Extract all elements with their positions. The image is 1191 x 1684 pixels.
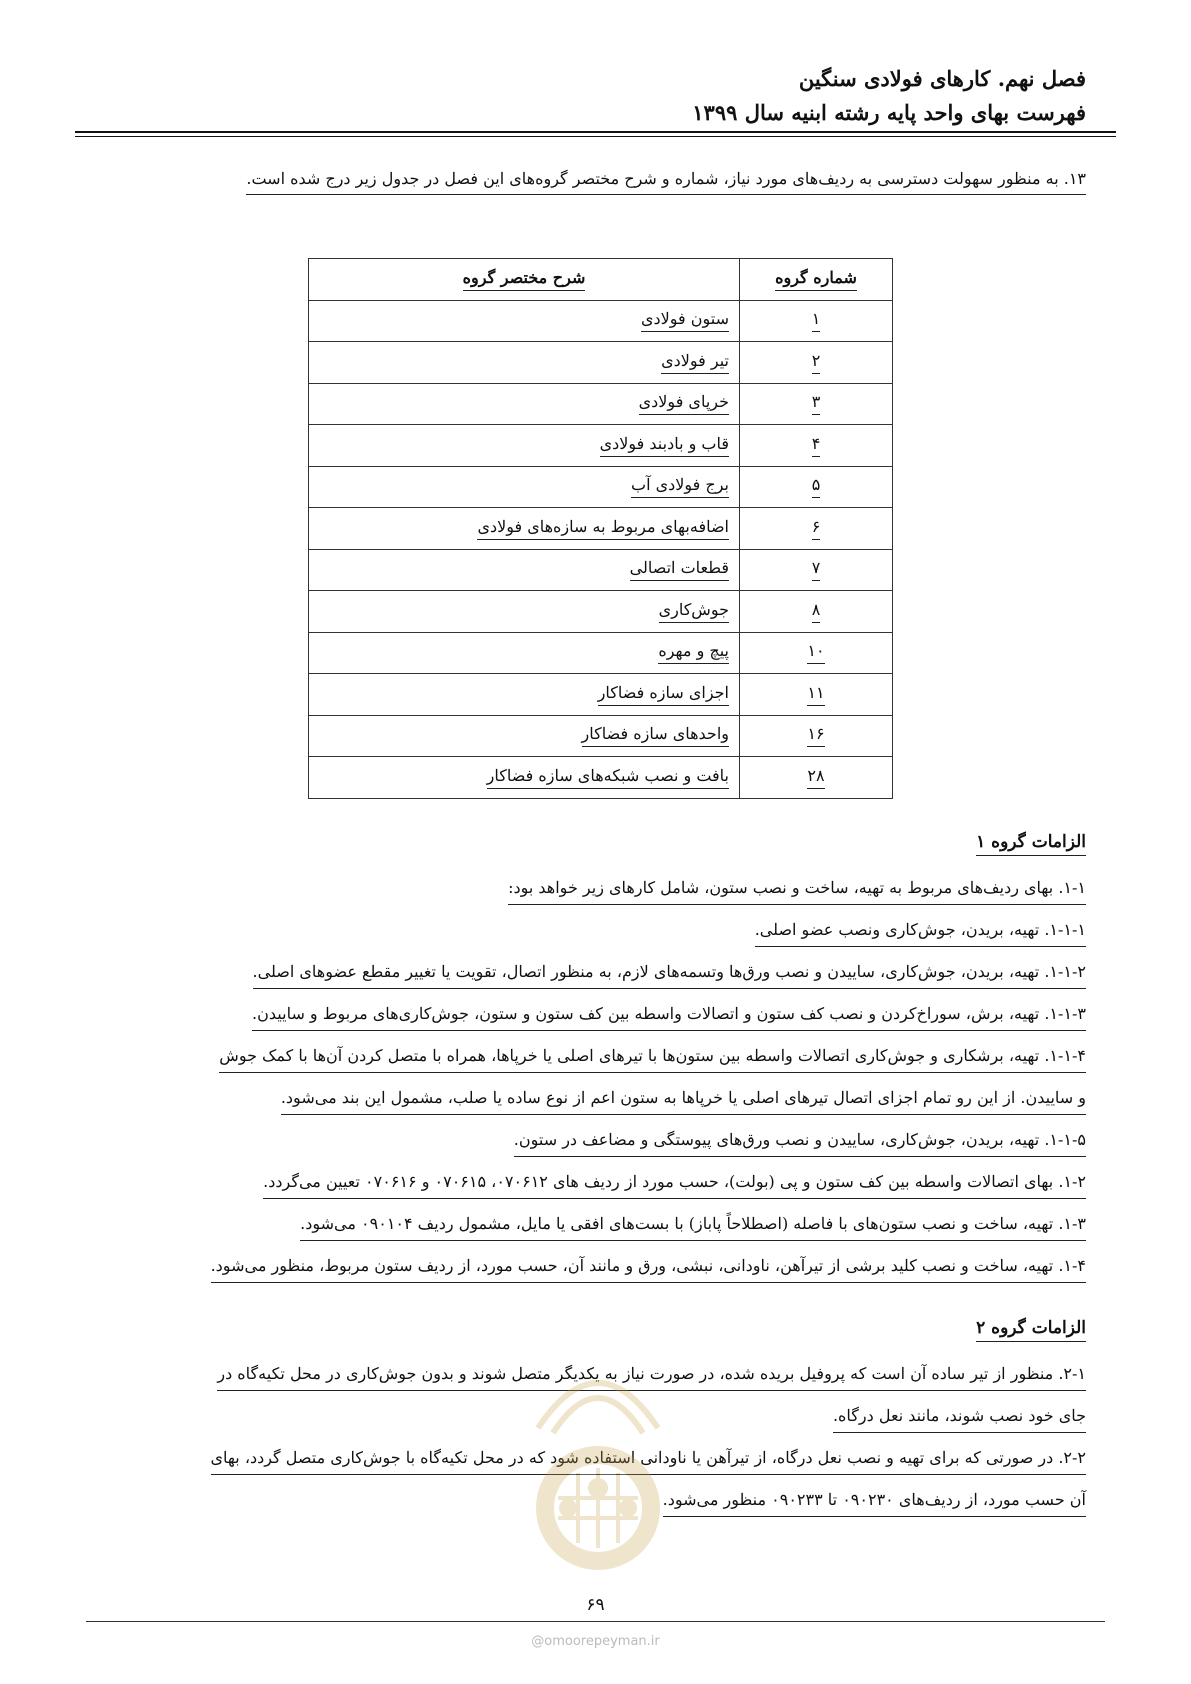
table-row <box>309 342 893 384</box>
group1-paragraph-2: ۱-۲. بهای اتصالات واسطه بین کف ستون و پی (بولت)، حسب مورد از ردیف های ۰۷۰۶۱۲، ۰۷۰۶۱۵ و ۰۷۰۶۱۶ تعیین می‌گردد. <box>86 1170 1086 1199</box>
watermark-logo-icon <box>498 1338 698 1588</box>
group-number: ۵ <box>740 466 893 508</box>
group1-paragraph-1-4-cont: و ساییدن. از این رو تمام اجزای اتصال تیرهای اصلی یا خرپاها به ستون اعم از نوع ساده یا صلب، مشمول این بند می‌شود. <box>86 1086 1086 1115</box>
group-number: ۳ <box>740 383 893 425</box>
intro-text: ۱۳. به منظور سهولت دسترسی به ردیف‌های مورد نیاز، شماره و شرح مختصر گروه‌های این فصل در جدول زیر درج شده است. <box>246 167 1086 195</box>
group1-paragraph-4: ۱-۴. تهیه، ساخت و نصب کلید برشی از تیرآهن، ناودانی، نبشی، ورق و مانند آن، حسب مورد، از ردیف ستون مربوط، منظور می‌شود. <box>86 1254 1086 1283</box>
group-number: ۱۱ <box>740 674 893 716</box>
groups-table <box>308 258 893 799</box>
group1-paragraph-1-3: ۱-۱-۳. تهیه، برش، سوراخ‌کردن و نصب کف ستون و اتصالات واسطه بین کف ستون و ستون، جوش‌کاری‌های مربوط و ساییدن. <box>86 1002 1086 1031</box>
header-rule-thick <box>75 131 1116 133</box>
table-row <box>309 383 893 425</box>
table-row <box>309 549 893 591</box>
table-row <box>309 715 893 757</box>
list-title: فهرست بهای واحد پایه رشته ابنیه سال ۱۳۹۹ <box>692 100 1086 125</box>
chapter-title: فصل نهم. کارهای فولادی سنگین <box>798 66 1086 91</box>
group1-paragraph-1-2: ۱-۱-۲. تهیه، بریدن، جوش‌کاری، ساییدن و نصب ورق‌ها وتسمه‌های لازم، به منظور اتصال، تقویت یا تغییر مقطع عضوهای اصلی. <box>86 960 1086 989</box>
group-description: قاب و بادبند فولادی <box>309 425 740 467</box>
group2-paragraph-1-cont: جای خود نصب شوند، مانند نعل درگاه. <box>86 1404 1086 1433</box>
group-number: ۱۶ <box>740 715 893 757</box>
group2-paragraph-2-cont: آن حسب مورد، از ردیف‌های ۰۹۰۲۳۰ تا ۰۹۰۲۳۳ منظور می‌شود. <box>86 1488 1086 1517</box>
website-watermark: @omoorepeyman.ir <box>531 1634 660 1649</box>
group-description: واحدهای سازه فضاکار <box>309 715 740 757</box>
table-row <box>309 757 893 799</box>
group-description: اجزای سازه فضاکار <box>309 674 740 716</box>
table-row <box>309 674 893 716</box>
group1-paragraph-1-4: ۱-۱-۴. تهیه، برشکاری و جوش‌کاری اتصالات واسطه بین ستون‌ها با تیرهای اصلی یا خرپاها، همراه با متصل کردن آن‌ها با کمک جوش <box>86 1044 1086 1073</box>
group-number: ۸ <box>740 591 893 633</box>
group-number: ۲ <box>740 342 893 384</box>
page-number: ۶۹ <box>586 1595 605 1615</box>
group2-paragraph-2: ۲-۲. در صورتی که برای تهیه و نصب نعل درگاه، از تیرآهن یا ناودانی استفاده شود که در محل تکیه‌گاه با جوش‌کاری متصل گردد، بهای <box>86 1446 1086 1475</box>
group-description: ستون فولادی <box>309 300 740 342</box>
header-rule-thin <box>75 136 1116 137</box>
group-description: خرپای فولادی <box>309 383 740 425</box>
group-description: قطعات اتصالی <box>309 549 740 591</box>
table-row <box>309 300 893 342</box>
group-description: پیچ و مهره <box>309 632 740 674</box>
group1-title: الزامات گروه ۱ <box>976 832 1086 856</box>
group-description: تیر فولادی <box>309 342 740 384</box>
table-row <box>309 466 893 508</box>
group1-paragraph-1-5: ۱-۱-۵. تهیه، بریدن، جوش‌کاری، ساییدن و نصب ورق‌های پیوستگی و مضاعف در ستون. <box>86 1128 1086 1157</box>
page-header <box>692 62 1086 130</box>
group-number: ۷ <box>740 549 893 591</box>
table-row <box>309 508 893 550</box>
table-row <box>309 591 893 633</box>
table-header-row <box>309 259 893 301</box>
group1-paragraph-1-1: ۱-۱-۱. تهیه، بریدن، جوش‌کاری ونصب عضو اصلی. <box>86 918 1086 947</box>
group-description: جوش‌کاری <box>309 591 740 633</box>
group1-paragraph-1: ۱-۱. بهای ردیف‌های مربوط به تهیه، ساخت و نصب ستون، شامل کارهای زیر خواهد بود: <box>86 876 1086 905</box>
group-number: ۴ <box>740 425 893 467</box>
header-number: شماره گروه <box>740 259 893 301</box>
intro-paragraph <box>105 167 1086 195</box>
header-description: شرح مختصر گروه <box>309 259 740 301</box>
footer-rule <box>86 1621 1105 1622</box>
group-description: بافت و نصب شبکه‌های سازه فضاکار <box>309 757 740 799</box>
group2-title: الزامات گروه ۲ <box>976 1318 1086 1342</box>
group-number: ۱۰ <box>740 632 893 674</box>
group2-paragraph-1: ۲-۱. منظور از تیر ساده آن است که پروفیل بریده شده، در صورت نیاز به یکدیگر متصل شوند و بدون جوش‌کاری در محل تکیه‌گاه در <box>86 1362 1086 1391</box>
group-description: اضافه‌بهای مربوط به سازه‌های فولادی <box>309 508 740 550</box>
group-description: برج فولادی آب <box>309 466 740 508</box>
group-number: ۲۸ <box>740 757 893 799</box>
table-row <box>309 632 893 674</box>
table-row <box>309 425 893 467</box>
group1-paragraph-3: ۱-۳. تهیه، ساخت و نصب ستون‌های با فاصله (اصطلاحاً پاباز) با بست‌های افقی یا مایل، مشمول ردیف ۰۹۰۱۰۴ می‌شود. <box>86 1212 1086 1241</box>
group-number: ۶ <box>740 508 893 550</box>
group-number: ۱ <box>740 300 893 342</box>
